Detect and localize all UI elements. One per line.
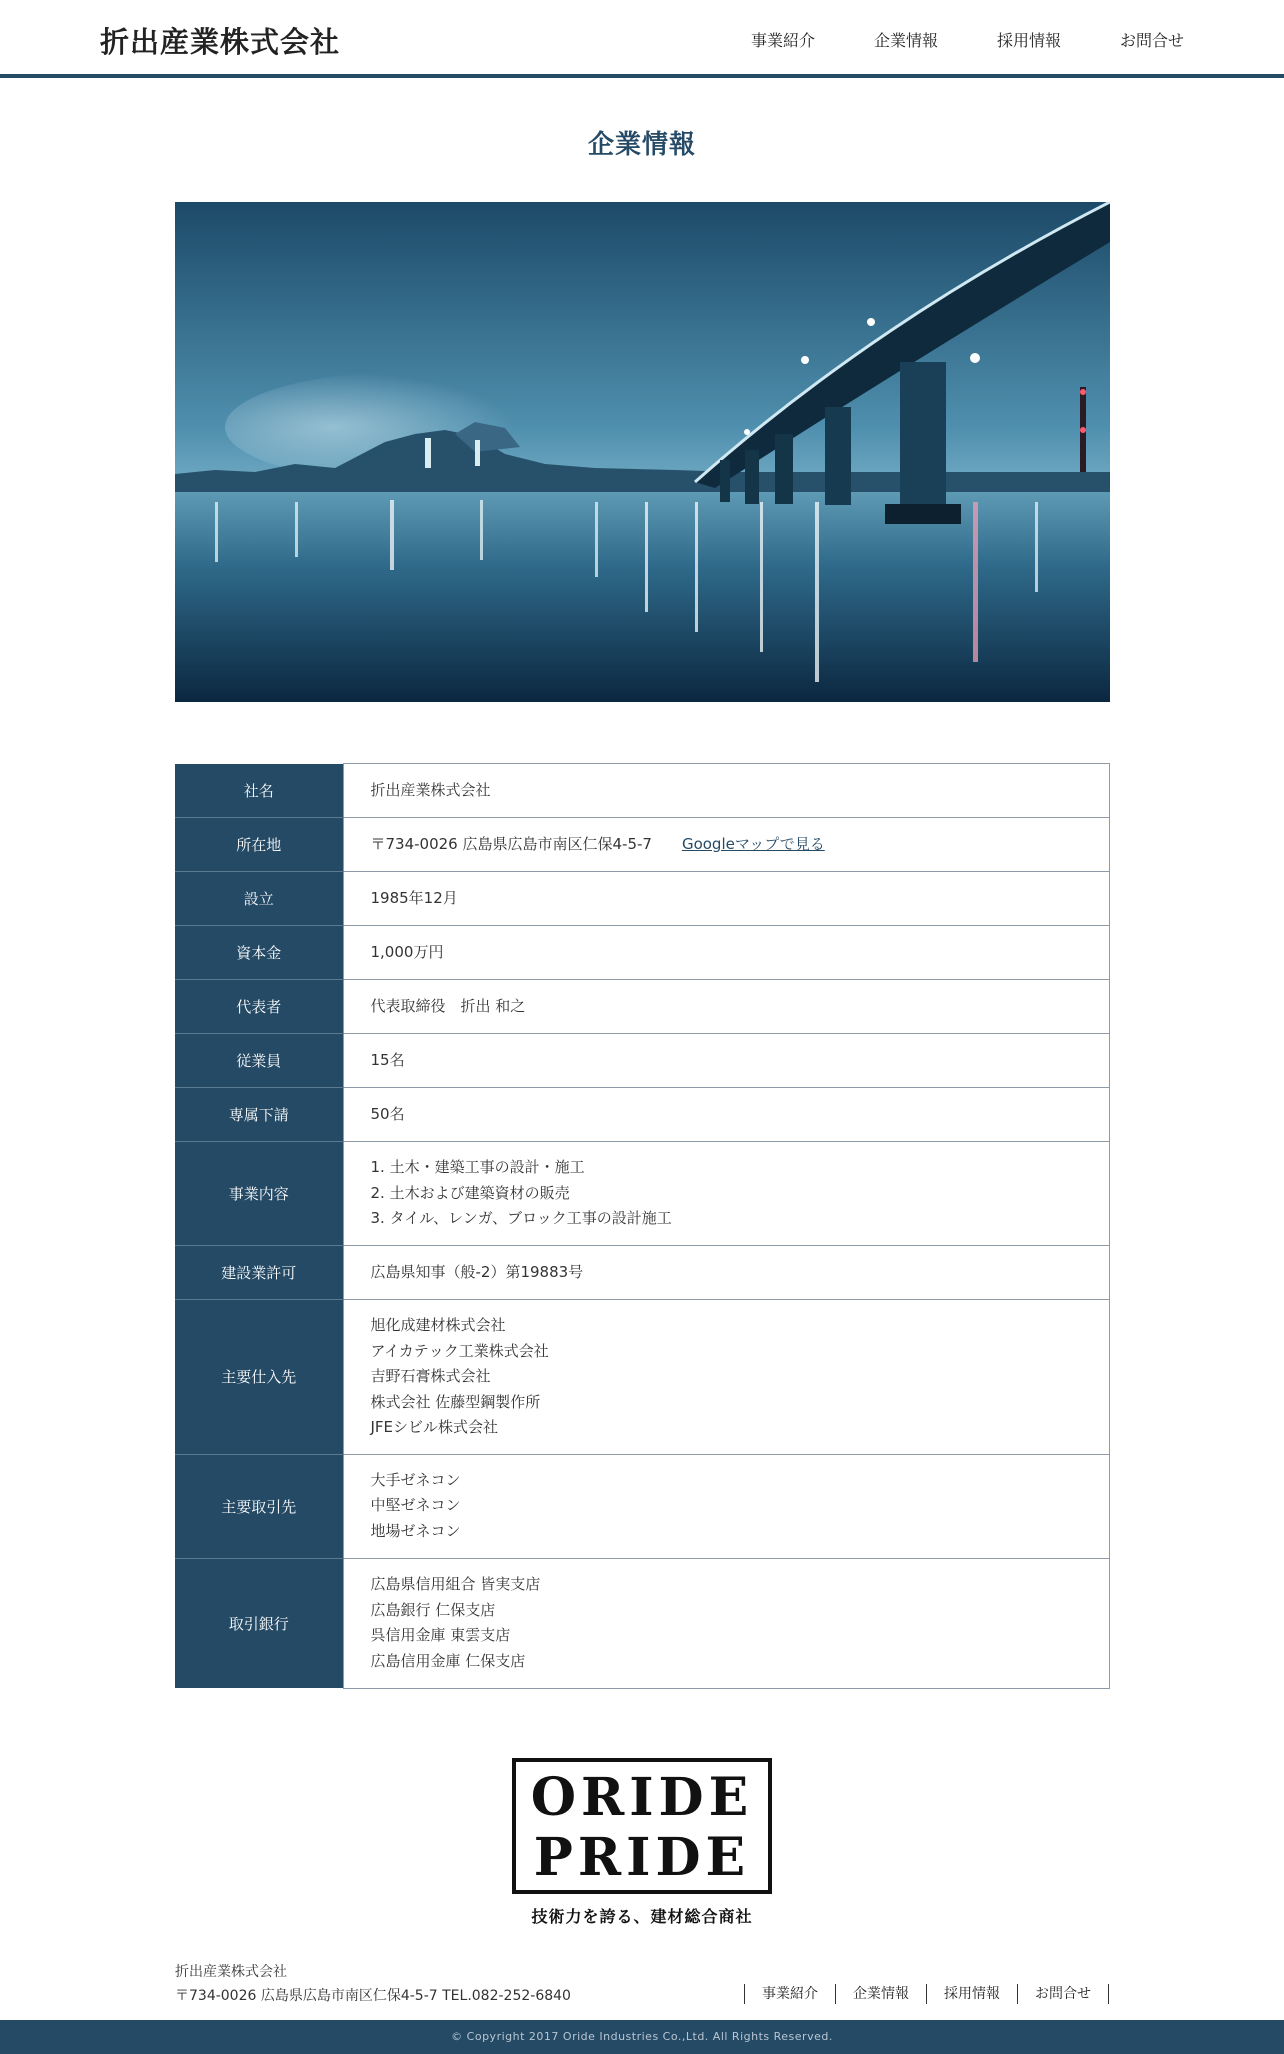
row-label-subcontractors: 専属下請: [175, 1088, 343, 1142]
footer-nav-contact[interactable]: お問合せ: [1018, 1984, 1109, 2004]
row-label-banks: 取引銀行: [175, 1558, 343, 1688]
row-label-name: 社名: [175, 764, 343, 818]
table-row: [175, 1558, 1110, 1688]
list-item: 1. 土木・建築工事の設計・施工: [370, 1158, 585, 1177]
global-nav: [692, 0, 1184, 78]
google-map-link[interactable]: Googleマップで見る: [681, 834, 825, 853]
nav-item-company[interactable]: 企業情報: [873, 30, 938, 50]
table-row: [175, 818, 1110, 872]
page-title: 企業情報: [587, 130, 696, 160]
footer-company-info: [175, 1960, 571, 2008]
footer-nav: [744, 1984, 1109, 2004]
row-value-representative: 代表取締役 折出 和之: [343, 980, 1110, 1034]
table-row: [175, 980, 1110, 1034]
list-item: 中堅ゼネコン: [370, 1496, 461, 1515]
oride-pride-logo: [0, 1758, 1284, 1927]
row-value-subcontractors: 50名: [343, 1088, 1110, 1142]
table-row: [175, 926, 1110, 980]
list-item: 吉野石膏株式会社: [370, 1367, 491, 1385]
site-header: [0, 0, 1284, 78]
row-value-address: [343, 818, 1110, 872]
list-item: 株式会社 佐藤型鋼製作所: [370, 1392, 541, 1411]
table-row: [175, 1088, 1110, 1142]
brand-tagline: 技術力を誇る、建材総合商社: [531, 1907, 753, 1926]
list-item: 旭化成建材株式会社: [370, 1316, 506, 1334]
nav-item-business[interactable]: 事業紹介: [750, 30, 815, 50]
row-label-suppliers: 主要仕入先: [175, 1300, 343, 1455]
row-value-name: 折出産業株式会社: [343, 764, 1110, 818]
row-value-founded: 1985年12月: [343, 872, 1110, 926]
row-label-founded: 設立: [175, 872, 343, 926]
brand-line-1: ORIDE: [530, 1767, 754, 1828]
list-item: 広島県信用組合 皆実支店: [370, 1575, 541, 1593]
footer-company-name: 折出産業株式会社: [175, 1964, 287, 1980]
address-text: 〒734-0026 広島県広島市南区仁保4-5-7: [370, 834, 652, 853]
list-item: 2. 土木および建築資材の販売: [370, 1183, 570, 1202]
row-label-business: 事業内容: [175, 1142, 343, 1246]
row-label-capital: 資本金: [175, 926, 343, 980]
list-item: 呉信用金庫 東雲支店: [370, 1626, 511, 1644]
row-value-employees: 15名: [343, 1034, 1110, 1088]
company-info-table: [175, 763, 1110, 1689]
hero-photo: [175, 202, 1110, 702]
table-row: [175, 764, 1110, 818]
row-value-suppliers: [343, 1300, 1110, 1455]
table-row: [175, 1246, 1110, 1300]
table-row: [175, 1300, 1110, 1455]
copyright-bar: © Copyright 2017 Oride Industries Co.,Ltd. All Rights Reserved.: [0, 2020, 1284, 2054]
row-value-license: 広島県知事（般-2）第19883号: [343, 1246, 1110, 1300]
nav-item-contact[interactable]: お問合せ: [1119, 30, 1184, 50]
list-item: 広島信用金庫 仁保支店: [370, 1651, 526, 1670]
row-value-business: [343, 1142, 1110, 1246]
row-label-address: 所在地: [175, 818, 343, 872]
row-label-clients: 主要取引先: [175, 1454, 343, 1558]
footer-address: 〒734-0026 広島県広島市南区仁保4-5-7 TEL.082-252-6840: [175, 1988, 571, 2004]
table-row: [175, 1034, 1110, 1088]
row-value-clients: [343, 1454, 1110, 1558]
list-item: 地場ゼネコン: [370, 1521, 461, 1540]
footer-nav-business[interactable]: 事業紹介: [745, 1984, 836, 2004]
row-value-banks: [343, 1558, 1110, 1688]
row-label-license: 建設業許可: [175, 1246, 343, 1300]
list-item: 広島銀行 仁保支店: [370, 1600, 496, 1619]
list-item: 大手ゼネコン: [370, 1470, 461, 1489]
list-item: JFEシビル株式会社: [370, 1418, 499, 1436]
row-label-representative: 代表者: [175, 980, 343, 1034]
brand-line-2: PRIDE: [533, 1827, 751, 1888]
list-item: 3. タイル、レンガ、ブロック工事の設計施工: [370, 1209, 672, 1228]
footer-nav-company[interactable]: 企業情報: [836, 1984, 927, 2004]
table-row: [175, 872, 1110, 926]
night-bridge-photo-icon: [175, 202, 1110, 702]
row-label-employees: 従業員: [175, 1034, 343, 1088]
row-value-capital: 1,000万円: [343, 926, 1110, 980]
footer-nav-recruit[interactable]: 採用情報: [927, 1984, 1018, 2004]
site-logo[interactable]: 折出産業株式会社: [100, 25, 341, 59]
table-row: [175, 1454, 1110, 1558]
table-row: [175, 1142, 1110, 1246]
brand-box: [512, 1758, 773, 1894]
nav-item-recruit[interactable]: 採用情報: [996, 30, 1061, 50]
list-item: アイカテック工業株式会社: [370, 1341, 549, 1360]
